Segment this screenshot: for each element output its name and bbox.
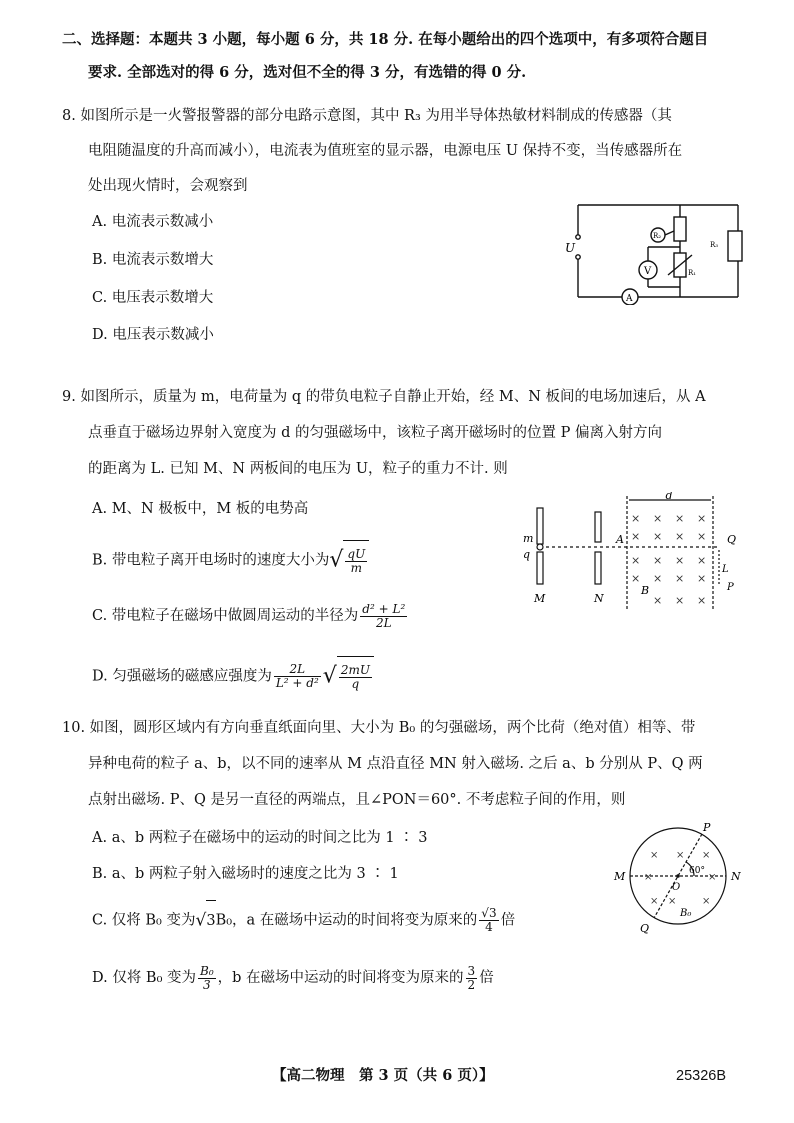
q10-circle-diagram [610, 820, 750, 940]
svg-text:×: × [675, 554, 685, 567]
svg-text:×: × [702, 850, 711, 861]
q10-option-c: C. 仅将 B₀ 变为√3B₀，a 在磁场中运动的时间将变为原来的 $\frac{√3}{4}$ 倍 [92, 900, 515, 941]
q9-stem-line3: 的距离为 L. 已知 M、N 两板间的电压为 U，粒子的重力不计. 则 [88, 461, 508, 477]
footer-page-info: 【高二物理 第 3 页（共 6 页）】 [272, 1067, 494, 1084]
svg-text:×: × [697, 572, 707, 585]
svg-text:×: × [708, 872, 717, 883]
section-header-line1: 二、选择题：本题共 3 小题，每小题 6 分，共 18 分. 在每小题给出的四个选项中，有多项符合题目 [62, 31, 709, 48]
q9-stem-line1: 9. 如图所示，质量为 m，电荷量为 q 的带负电粒子自静止开始，经 M、N 板间的电场加速后，从 A [62, 389, 706, 405]
q10-stem-line3: 点射出磁场. P、Q 是另一直径的两端点，且∠PON＝60°. 不考虑粒子间的作用，则 [88, 792, 626, 808]
svg-text:×: × [675, 594, 685, 607]
q10-stem-line2: 异种电荷的粒子 a、b，以不同的速率从 M 点沿直径 MN 射入磁场. 之后 a、b 分别从 P、Q 两 [88, 756, 703, 772]
q10-fig-label-m: M [614, 870, 626, 883]
svg-text:×: × [668, 896, 677, 907]
q10-fig-label-o: O [672, 882, 681, 893]
q10-fig-label-p: P [703, 821, 711, 834]
q10-option-a: A. a、b 两粒子在磁场中的运动的时间之比为 1 ∶ 3 [92, 830, 428, 846]
q10-fig-label-b0: B₀ [680, 908, 692, 919]
svg-text:×: × [650, 896, 659, 907]
svg-text:×: × [631, 572, 641, 585]
svg-text:×: × [653, 512, 663, 525]
svg-text:×: × [653, 572, 663, 585]
q9-fig-label-m: m [523, 532, 534, 545]
q8-fig-label-v: V [644, 266, 652, 277]
q8-stem-line1: 8. 如图所示是一火警报警器的部分电路示意图，其中 R₃ 为用半导体热敏材料制成的传感器（其 [62, 108, 672, 124]
svg-text:×: × [653, 530, 663, 543]
q9-fig-label-p: P [727, 582, 734, 593]
q10-fig-label-angle: 60° [689, 866, 705, 876]
q10-field-crosses [644, 850, 716, 907]
q9-option-d: D. 匀强磁场的磁感应强度为 $\frac{2L}{\text{L² + d²}}$ √ $\frac{2mU}{q}$ [92, 656, 374, 697]
q8-fig-label-r1: R₁ [688, 269, 697, 277]
q8-stem-line3: 处出现火情时，会观察到 [88, 178, 248, 194]
svg-text:×: × [631, 512, 641, 525]
q9-fig-label-q-point: Q [727, 533, 737, 546]
q8-fig-label-r2: R₂ [653, 232, 662, 240]
svg-text:×: × [675, 512, 685, 525]
svg-text:×: × [650, 850, 659, 861]
svg-text:×: × [676, 850, 685, 861]
q9-option-c: C. 带电粒子在磁场中做圆周运动的半径为 $\frac{\text{d² + L²}}{2L}$ [92, 601, 406, 630]
svg-text:×: × [697, 594, 707, 607]
svg-text:×: × [653, 594, 663, 607]
q9-stem-line2: 点垂直于磁场边界射入宽度为 d 的匀强磁场中，该粒子离开磁场时的位置 P 偏离入射方向 [88, 425, 662, 441]
svg-text:×: × [644, 872, 653, 883]
q8-option-d: D. 电压表示数减小 [92, 327, 214, 343]
q8-option-c: C. 电压表示数增大 [92, 290, 214, 306]
q8-option-a: A. 电流表示数减小 [92, 214, 214, 230]
q8-fig-label-a: A [626, 294, 633, 304]
q9-fig-label-a: A [616, 533, 624, 546]
q10-fig-label-q: Q [640, 922, 650, 935]
svg-text:×: × [697, 512, 707, 525]
q8-option-b: B. 电流表示数增大 [92, 252, 214, 268]
q9-fig-label-b: B [641, 584, 650, 597]
q9-option-a: A. M、N 极板中，M 板的电势高 [92, 501, 309, 517]
q10-fig-label-n: N [731, 870, 741, 883]
q9-fig-label-l: L [722, 564, 729, 575]
q10-option-b: B. a、b 两粒子射入磁场时的速度之比为 3 ∶ 1 [92, 866, 399, 882]
q8-stem-line2: 电阻随温度的升高而减小），电流表为值班室的显示器，电源电压 U 保持不变，当传感器所在 [88, 143, 683, 159]
q9-fig-label-q: q [523, 548, 531, 561]
q9-fig-label-plate-m: M [534, 592, 546, 605]
q8-circuit-diagram [560, 195, 750, 305]
svg-text:×: × [697, 530, 707, 543]
section-header-line2: 要求. 全部选对的得 6 分，选对但不全的得 3 分，有选错的得 0 分. [88, 64, 527, 81]
q10-option-d: D. 仅将 B₀ 变为 $\frac{\text{B₀}}{3}$ ，b 在磁场中运动的时间将变为原来的 $\frac{3}{2}$ 倍 [92, 963, 494, 992]
q9-option-b: B. 带电粒子离开电场时的速度大小为√ $\frac{qU}{m}$ [92, 540, 369, 581]
q10-stem-line1: 10. 如图，圆形区域内有方向垂直纸面向里、大小为 B₀ 的匀强磁场，两个比荷（绝对值）相等、带 [62, 720, 696, 736]
svg-text:×: × [631, 530, 641, 543]
q8-fig-label-u: U [565, 241, 576, 255]
q9-fig-label-plate-n: N [594, 592, 604, 605]
q8-fig-label-r3: R₃ [710, 241, 719, 249]
svg-text:×: × [697, 554, 707, 567]
q9-fig-label-d: d [665, 492, 673, 502]
svg-text:×: × [702, 896, 711, 907]
q9-field-diagram [515, 492, 745, 617]
svg-text:×: × [653, 554, 663, 567]
svg-text:×: × [675, 530, 685, 543]
footer-exam-code: 25326B [676, 1068, 726, 1084]
svg-text:×: × [631, 554, 641, 567]
svg-text:×: × [675, 572, 685, 585]
